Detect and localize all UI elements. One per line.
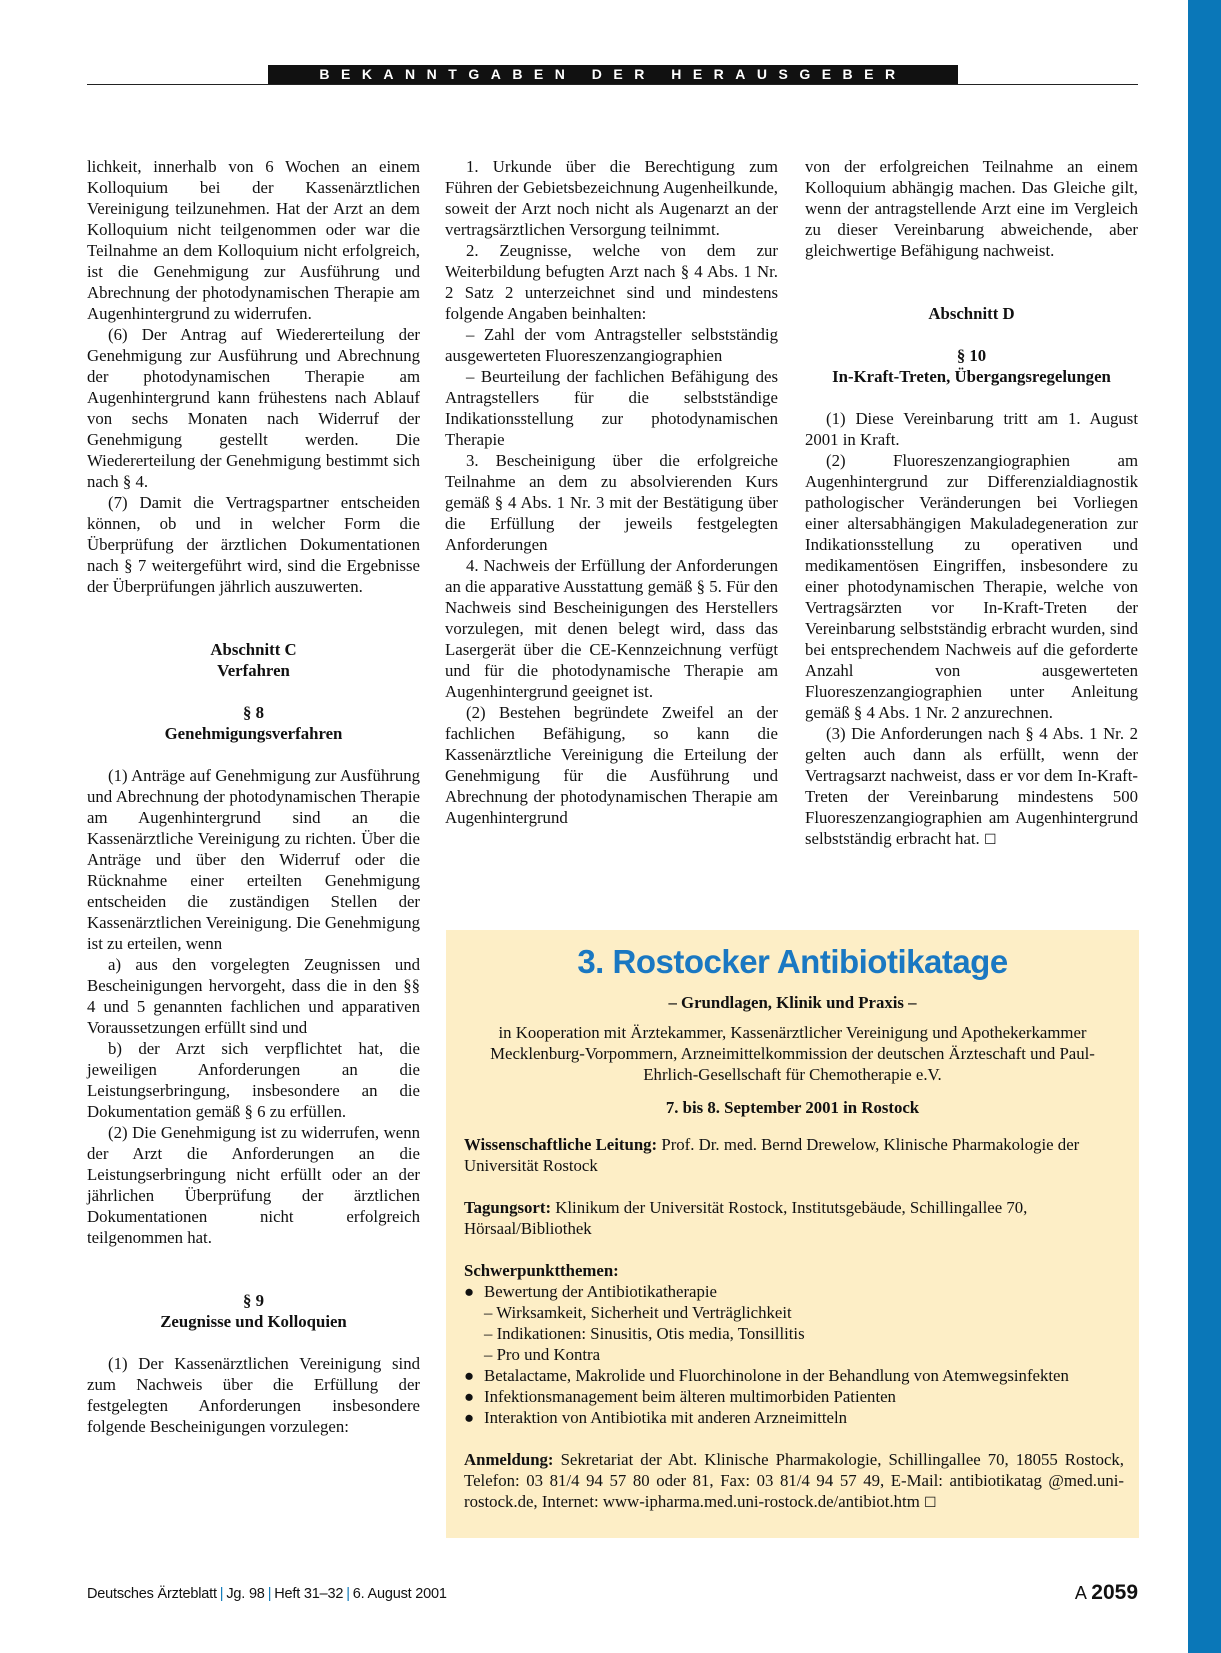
paragraph-title: Genehmigungsverfahren — [164, 724, 343, 743]
topic-item — [464, 1407, 1124, 1428]
page-number: 2059 — [1091, 1581, 1138, 1604]
event-venue-text: Klinikum der Universität Rostock, Institutsgebäude, Schillingallee 70, Hörsaal/Bibliothek — [464, 1198, 1028, 1238]
end-square-icon: ☐ — [983, 832, 997, 848]
bullet-icon: ● — [464, 1282, 475, 1301]
paragraph: (7) Damit die Vertragspartner entscheiden können, ob und in welcher Form die Überprüfung der ärztlichen Dokumentationen nach § 7 weitergeführt wird, sind die Ergebnisse der Überprüfungen jährlich auszuwerten. — [87, 493, 420, 596]
footer-separator: | — [346, 1586, 350, 1602]
event-cooperation: in Kooperation mit Ärztekammer, Kassenärztlicher Vereinigung und Apothekerkammer Mecklenburg-Vorpommern, Arzneimittelkommission der deutschen Ärzteschaft und Paul-Ehrlich-Gesellschaft für Chemotherapie e.V. — [490, 1023, 1095, 1084]
event-announcement-box — [446, 930, 1139, 1538]
bullet-icon: ● — [464, 1366, 475, 1385]
header-rule — [87, 84, 1138, 85]
event-date: 7. bis 8. September 2001 in Rostock — [665, 1098, 920, 1117]
footer-issue: Heft 31–32 — [274, 1586, 344, 1602]
paragraph-number: § 9 — [243, 1291, 264, 1310]
text-column-3 — [805, 156, 1138, 851]
paragraph: (1) Der Kassenärztlichen Vereinigung sind zum Nachweis über die Erfüllung der festgelegten Anforderungen insbesondere folgende Bescheinigungen vorzulegen: — [87, 1354, 420, 1436]
end-square-icon: ☐ — [923, 1495, 937, 1511]
paragraph: – Zahl der vom Antragsteller selbstständig ausgewerteten Fluoreszenzangiographien — [445, 325, 778, 365]
event-leitung-label: Wissenschaftliche Leitung: — [464, 1135, 658, 1154]
topic-text: Betalactame, Makrolide und Fluorchinolone in der Behandlung von Atemwegsinfekten — [484, 1366, 1069, 1385]
paragraph-number: § 8 — [243, 703, 264, 722]
footer-separator: | — [267, 1586, 272, 1602]
event-registration — [464, 1449, 1124, 1514]
paragraph: 4. Nachweis der Erfüllung der Anforderungen an die apparative Ausstattung gemäß § 5. Für den Nachweis sind Bescheinigungen des Herstellers vorzulegen, mit denen belegt wird, dass das Lasergerät über die CE-Kennzeichnung verfügt und für die photodynamische Therapie am Augenhintergrund geeignet ist. — [445, 556, 778, 701]
section-title: Verfahren — [217, 661, 290, 680]
paragraph: 1. Urkunde über die Berechtigung zum Führen der Gebietsbezeichnung Augenheilkunde, soweit der Arzt noch nicht als Augenarzt an der vertragsärztlichen Versorgung teilnimmt. — [445, 157, 778, 239]
footer-citation — [87, 1586, 447, 1602]
event-venue-label: Tagungsort: — [464, 1198, 552, 1217]
paragraph: (6) Der Antrag auf Wiedererteilung der Genehmigung zur Ausführung und Abrechnung der photodynamischen Therapie am Augenhintergrund kann frühestens nach Ablauf von sechs Monaten nach Widerruf der Genehmigung gestellt werden. Die Wiedererteilung der Genehmigung bestimmt sich nach § 4. — [87, 325, 420, 491]
text-column-1 — [87, 156, 420, 1437]
paragraph: – Beurteilung der fachlichen Befähigung des Antragstellers für die selbstständige Indikationsstellung zur photodynamischen Therapie — [445, 367, 778, 449]
footer-volume: Jg. 98 — [226, 1586, 265, 1602]
text-column-2 — [445, 156, 778, 828]
subtopic-item: – Pro und Kontra — [484, 1345, 601, 1364]
footer-date: 6. August 2001 — [352, 1586, 447, 1602]
footer-separator: | — [219, 1586, 224, 1602]
paragraph — [805, 723, 1138, 851]
paragraph: von der erfolgreichen Teilnahme an einem Kolloquium abhängig machen. Das Gleiche gilt, wenn der antragstellende Arzt eine im Vergleich zu dieser Vereinbarung abweichende, aber gleichwertige Befähigung nachweist. — [805, 157, 1138, 260]
section-heading: Abschnitt C — [210, 640, 297, 659]
event-title: 3. Rostocker Antibiotikatage — [577, 943, 1008, 980]
event-venue — [464, 1197, 1124, 1239]
paragraph-title: In-Kraft-Treten, Übergangsregelungen — [832, 367, 1111, 386]
event-leitung — [464, 1134, 1124, 1176]
topic-item — [464, 1386, 1124, 1407]
event-leitung-text: Prof. Dr. med. Bernd Drewelow, Klinische Pharmakologie der Universität Rostock — [464, 1135, 1080, 1175]
paragraph: 3. Bescheinigung über die erfolgreiche Teilnahme an dem zu absolvierenden Kurs gemäß § 4 Abs. 1 Nr. 3 mit der Bestätigung über die Erfüllung der jeweils festgelegten Anforderungen — [445, 451, 778, 554]
topic-text: Bewertung der Antibiotikatherapie — [484, 1282, 718, 1301]
paragraph: (2) Fluoreszenzangiographien am Augenhintergrund zur Differenzialdiagnostik pathologischer Veränderungen bei Vorliegen einer altersabhängigen Makuladegeneration zur Indikationsstellung zu operativen und medikamentösen Eingriffen, insbesondere zu einer photodynamischen Therapie, welche von Vertragsärzten vor In-Kraft-Treten der Vereinbarung selbstständig erbracht wurden, sind bei entsprechendem Nachweis auf die geforderte Anzahl von ausgewerteten Fluoreszenzangiographien unter Anleitung gemäß § 4 Abs. 1 Nr. 2 anzurechnen. — [805, 451, 1138, 722]
paragraph: a) aus den vorgelegten Zeugnissen und Bescheinigungen hervorgeht, dass die in den §§ 4 und 5 genannten fachlichen und apparativen Voraussetzungen erfüllt sind und — [87, 955, 420, 1037]
footer-page — [1075, 1581, 1138, 1605]
paragraph-number: § 10 — [956, 346, 987, 365]
topic-item — [464, 1365, 1124, 1386]
event-details — [464, 1134, 1124, 1514]
event-registration-text: Sekretariat der Abt. Klinische Pharmakologie, Schillingallee 70, 18055 Rostock, Telefon: 03 81/4 94 57 80 oder 81, Fax: 03 81/4 94 57 49, E-Mail: antibiotikatag @med.uni-rostock.de, Internet: www-ipharma.med.uni-rostock.de/antibiot.htm — [464, 1450, 1124, 1511]
paragraph: 2. Zeugnisse, welche von dem zur Weiterbildung befugten Arzt nach § 4 Abs. 1 Nr. 2 Satz 2 unterzeichnet sind und mindestens folgende Angaben beinhalten: — [445, 241, 778, 323]
side-color-bar — [1188, 0, 1221, 1653]
section-heading: Abschnitt D — [928, 304, 1015, 323]
paragraph-text: (3) Die Anforderungen nach § 4 Abs. 1 Nr. 2 gelten auch dann als erfüllt, wenn der Vertragsarzt nachweist, dass er vor dem In-Kraft-Treten der Vereinbarung mindestens 500 Fluoreszenzangiographien am Augenhintergrund selbstständig erbracht hat. — [805, 724, 1138, 848]
bullet-icon: ● — [464, 1408, 475, 1427]
topic-text: Infektionsmanagement beim älteren multimorbiden Patienten — [484, 1387, 896, 1406]
paragraph: b) der Arzt sich verpflichtet hat, die jeweiligen Anforderungen an die Leistungserbringung, insbesondere an die Dokumentation gemäß § 6 zu erfüllen. — [87, 1039, 420, 1121]
bullet-icon: ● — [464, 1387, 475, 1406]
paragraph: (2) Bestehen begründete Zweifel an der fachlichen Befähigung, so kann die Kassenärztliche Vereinigung die Erteilung der Genehmigung für die Ausführung und Abrechnung der photodynamischen Therapie am Augenhintergrund — [445, 703, 778, 827]
subtopic-item: – Wirksamkeit, Sicherheit und Verträglichkeit — [484, 1303, 792, 1322]
paragraph: lichkeit, innerhalb von 6 Wochen an einem Kolloquium bei der Kassenärztlichen Vereinigung teilzunehmen. Hat der Arzt an dem Kolloquium nicht teilgenommen oder war die Teilnahme an dem Kolloquium nicht erfolgreich, ist die Genehmigung zur Ausführung und Abrechnung der photodynamischen Therapie am Augenhintergrund zu widerrufen. — [87, 157, 420, 323]
footer-journal: Deutsches Ärzteblatt — [87, 1586, 217, 1602]
event-registration-label: Anmeldung: — [464, 1450, 554, 1469]
paragraph: (1) Anträge auf Genehmigung zur Ausführung und Abrechnung der photodynamischen Therapie am Augenhintergrund sind an die Kassenärztliche Vereinigung zu richten. Über die Anträge und über den Widerruf oder die Rücknahme einer erteilten Genehmigung entscheiden die zuständigen Stellen der Kassenärztlichen Vereinigung. Die Genehmigung ist zu erteilen, wenn — [87, 766, 420, 953]
paragraph-title: Zeugnisse und Kolloquien — [160, 1312, 347, 1331]
topic-item — [464, 1281, 1124, 1302]
subtopic-item: – Indikationen: Sinusitis, Otis media, Tonsillitis — [484, 1324, 805, 1343]
event-subtitle: – Grundlagen, Klinik und Praxis – — [668, 993, 917, 1012]
paragraph: (2) Die Genehmigung ist zu widerrufen, wenn der Arzt die Anforderungen an die Leistungserbringung nicht erfüllt oder an der jährlichen Überprüfung der ärztlichen Dokumentationen nicht erfolgreich teilgenommen hat. — [87, 1123, 420, 1247]
page-prefix: A — [1074, 1583, 1087, 1603]
event-topics-label: Schwerpunktthemen: — [464, 1261, 619, 1280]
topic-text: Interaktion von Antibiotika mit anderen Arzneimitteln — [484, 1408, 848, 1427]
paragraph: (1) Diese Vereinbarung tritt am 1. August 2001 in Kraft. — [805, 409, 1138, 449]
section-header-band: BEKANNTGABEN DER HERAUSGEBER — [268, 65, 958, 84]
